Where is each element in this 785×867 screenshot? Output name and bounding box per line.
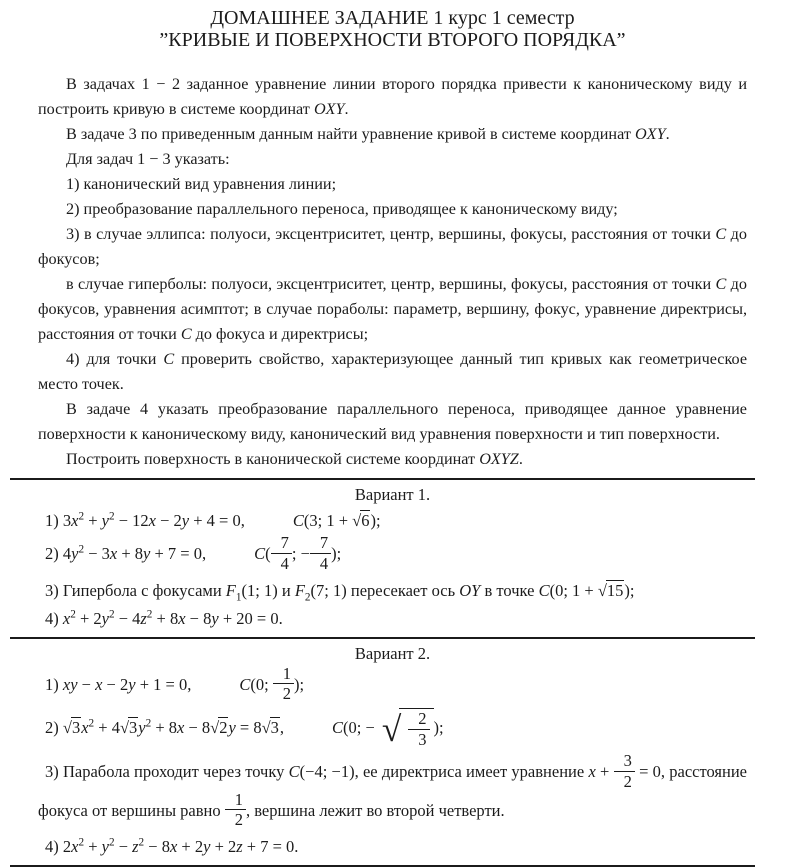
intro-paragraph-2: В задаче 3 по приведенным данным найти уравнение кривой в системе координат OXY. [66,125,670,143]
intro-paragraph-6: 3) в случае эллипса: полуоси, эксцентриситет, центр, вершины, фокусы, расстояния от точки C до фокусов; [38,225,747,268]
variant-1-heading: Вариант 1. [354,485,431,504]
title-line-1: ДОМАШНЕЕ ЗАДАНИЕ 1 курс 1 семестр [210,7,575,29]
variant-1-task-1: 1) $3x^2 + y^2 - 12x - 2y + 4 = 0$, C(3; 1 + √6); [45,510,381,530]
intro-paragraph-5: 2) преобразование параллельного переноса, приводящее к каноническому виду; [66,200,618,218]
variant-2-heading: Вариант 2. [354,643,431,663]
variant-1-items [38,508,747,631]
variant-2-task-3: 3) Парабола проходит через точку C(−4; −1), ее директриса имеет уравнение x + $\frac{3}{2}$ = 0, расстояние фокуса от вершины равно $\frac{1}{2}$ , вершина лежит во второй четверти. [38,750,747,830]
intro-paragraph-1: В задачах 1 − 2 заданное уравнение линии второго порядка привести к каноническому виду и построить кривую в системе координат OXY. [38,75,748,118]
variant-2-items [38,663,747,860]
variant-1-task-2: 2) $4y^2 - 3x + 8y + 7 = 0$, C( $\frac{7}{4}$ ; − $\frac{7}{4}$ ); [45,533,342,573]
variant-2-task-1: 1) xy − x − 2y + 1 = 0, C(0; $\frac{1}{2}$ ); [45,663,305,704]
title-line-2: ”КРИВЫЕ И ПОВЕРХНОСТИ ВТОРОГО ПОРЯДКА” [159,29,626,51]
intro-paragraph-4: 1) канонический вид уравнения линии; [66,175,337,193]
intro-paragraph-9: В задаче 4 указать преобразование параллельного переноса, приводящее данное уравнение поверхности к каноническому виду, канонический вид уравнения поверхности и тип поверхности. [38,400,747,443]
intro-paragraph-7: в случае гиперболы: полуоси, эксцентриситет, центр, вершины, фокусы, расстояния от точки C до фокусов, уравнения асимптот; в случае пораболы: параметр, вершину, фокус, уравнение директрисы, расстояния от точки C до фокуса и директрисы; [38,275,747,343]
document-title [0,0,785,51]
variant-1-task-3: 3) Гипербола с фокусами $F_1(1$; 1) и $F_2(7$; 1) пересекает ось OY в точке C(0; 1 + √15); [45,580,635,603]
intro-paragraph-8: 4) для точки C проверить свойство, характеризующее данный тип кривых как геометрическое место точек. [38,350,747,393]
variant-1-task-4: 4) $x^2 + 2y^2 - 4z^2 + 8x - 8y + 20 = 0$. [45,608,283,628]
section-divider-middle [10,637,755,639]
variant-2-task-4: 4) $2x^2 + y^2 - z^2 - 8x + 2y + 2z + 7 = 0$. [45,836,299,857]
section-divider-top [10,478,755,480]
intro-paragraph-3: Для задач 1 − 3 указать: [66,150,230,168]
intro-paragraph-10: Построить поверхность в канонической системе координат OXYZ. [66,450,523,468]
variant-2-task-2: 2) $√3x^2 + 4√3y^2 + 8x - 8√2y = 8√3$, C(0; − √ $\frac{2}{3}$ ); [45,708,444,750]
intro-section [38,72,747,472]
